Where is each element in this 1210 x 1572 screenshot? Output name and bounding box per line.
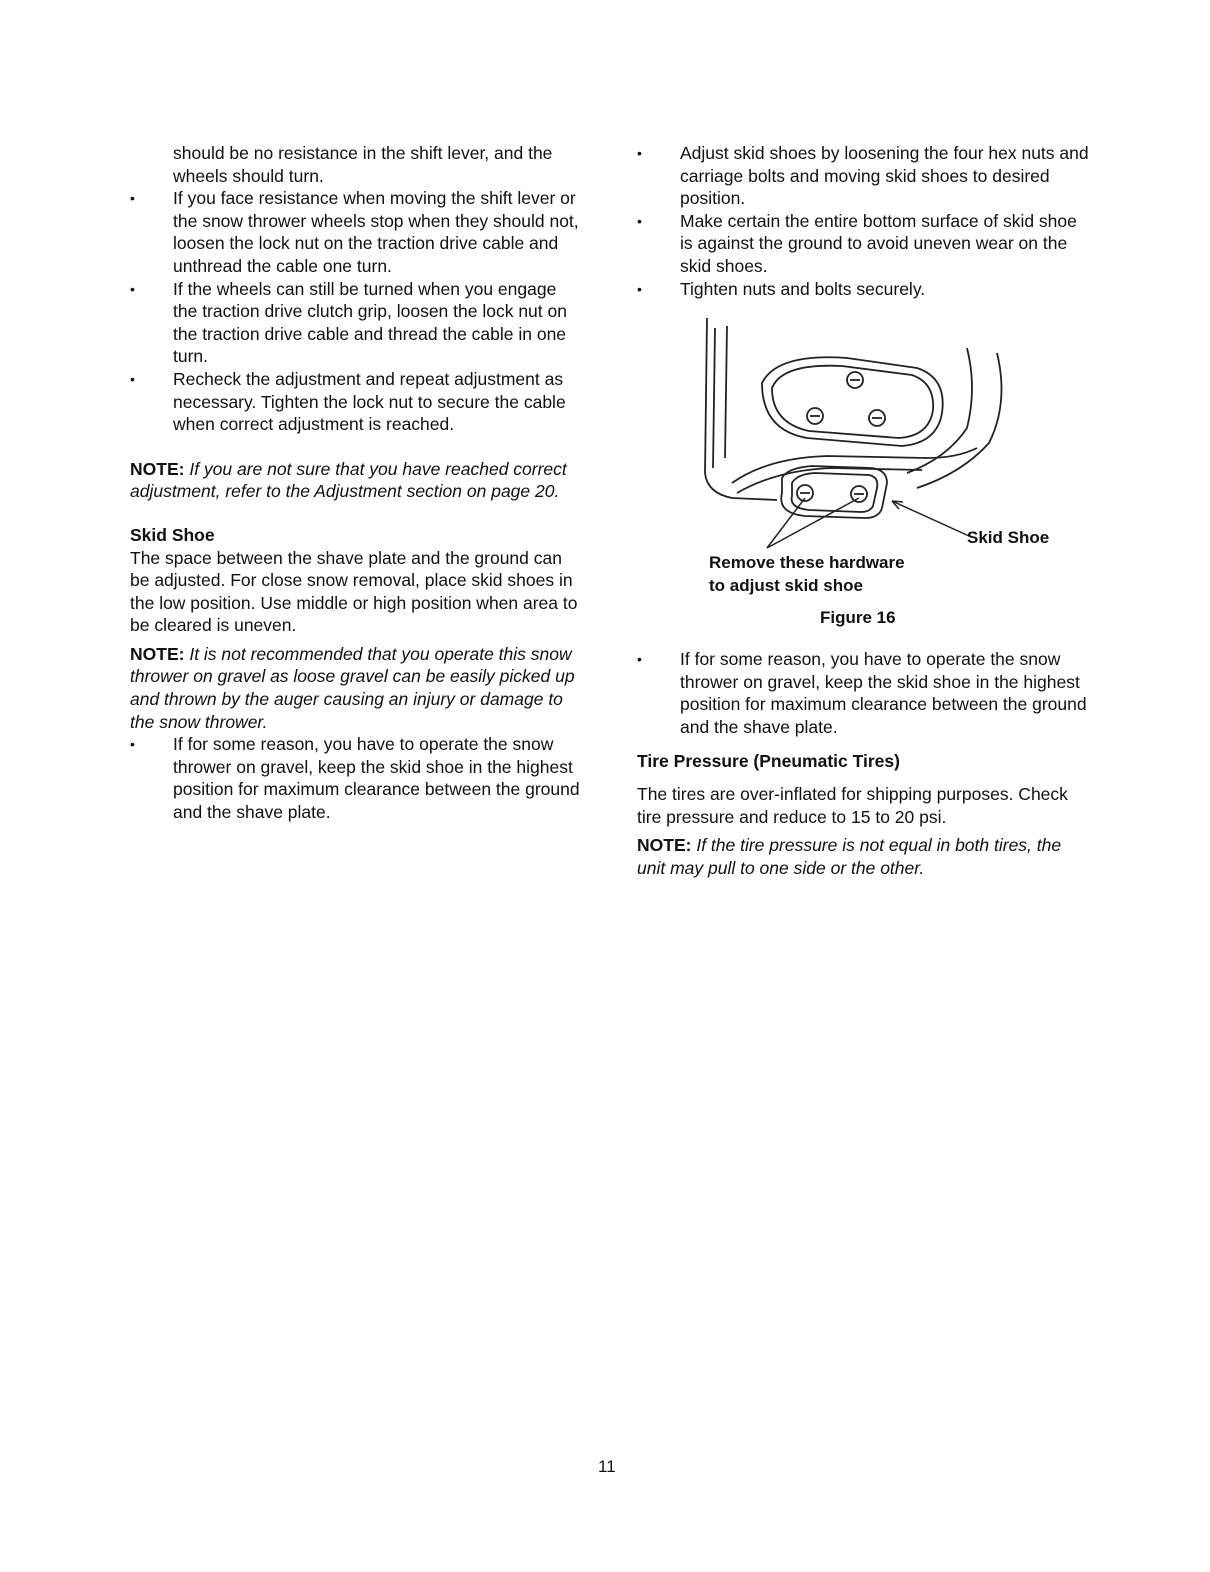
gravel-note: [130, 643, 585, 733]
continuation-paragraph: should be no resistance in the shift lever, and the wheels should turn.: [173, 143, 553, 186]
skid-shoe-heading: Skid Shoe: [130, 524, 215, 545]
skid-shoe-paragraph: The space between the shave plate and the ground can be adjusted. For close snow removal, place skid shoes in the low position. Use middle or high position when area to be cleared is uneven.: [130, 547, 578, 636]
list-item: • If for some reason, you have to operate the snow thrower on gravel, keep the skid shoe in the highest position for maximum clearance between the ground and the shave plate.: [637, 648, 1092, 738]
remove-hardware-label: [709, 552, 905, 597]
skid-adjust-bullet-list: [637, 142, 1092, 300]
right-column: [637, 142, 1092, 880]
gravel-bullet-list: [130, 733, 585, 823]
skid-shoe-label: Skid Shoe: [967, 528, 1050, 548]
left-column: [130, 142, 585, 824]
list-item: • Adjust skid shoes by loosening the four hex nuts and carriage bolts and moving skid shoes to desired position.: [637, 142, 1092, 210]
note-text: If you are not sure that you have reached correct adjustment, refer to the Adjustment section on page 20.: [130, 458, 567, 502]
list-item: • Recheck the adjustment and repeat adjustment as necessary. Tighten the lock nut to secure the cable when correct adjustment is reached.: [130, 368, 585, 436]
tire-pressure-note: [637, 834, 1092, 879]
note-text: It is not recommended that you operate this snow thrower on gravel as loose gravel can be easily picked up and thrown by the auger causing an injury or damage to the snow thrower.: [130, 643, 575, 732]
tire-pressure-heading: Tire Pressure (Pneumatic Tires): [637, 750, 900, 771]
gravel-bullet-list-right: [637, 648, 1092, 738]
adjustment-bullet-list: [130, 187, 585, 436]
page-number: 11: [598, 1457, 616, 1476]
list-item: • If the wheels can still be turned when you engage the traction drive clutch grip, loosen the lock nut on the traction drive cable and thread the cable in one turn.: [130, 278, 585, 368]
adjustment-note: [130, 458, 585, 503]
tire-pressure-paragraph: The tires are over-inflated for shipping purposes. Check tire pressure and reduce to 15 to 20 psi.: [637, 784, 1068, 827]
remove-hardware-label-line2: to adjust skid shoe: [709, 575, 863, 595]
note-label: NOTE:: [637, 835, 692, 856]
list-item: • Tighten nuts and bolts securely.: [637, 278, 1092, 301]
note-text: If the tire pressure is not equal in both tires, the unit may pull to one side or the other.: [637, 835, 1062, 878]
list-item: • If you face resistance when moving the shift lever or the snow thrower wheels stop when they should not, loosen the lock nut on the traction drive cable and unthread the cable one turn.: [130, 187, 585, 277]
list-item: • If for some reason, you have to operate the snow thrower on gravel, keep the skid shoe in the highest position for maximum clearance between the ground and the shave plate.: [130, 733, 585, 823]
remove-hardware-label-line1: Remove these hardware: [709, 553, 905, 573]
figure-16: [637, 308, 1092, 648]
note-label: NOTE:: [130, 458, 185, 479]
note-label: NOTE:: [130, 643, 185, 664]
figure-caption: Figure 16: [820, 608, 896, 628]
list-item: • Make certain the entire bottom surface of skid shoe is against the ground to avoid uneven wear on the skid shoes.: [637, 210, 1092, 278]
